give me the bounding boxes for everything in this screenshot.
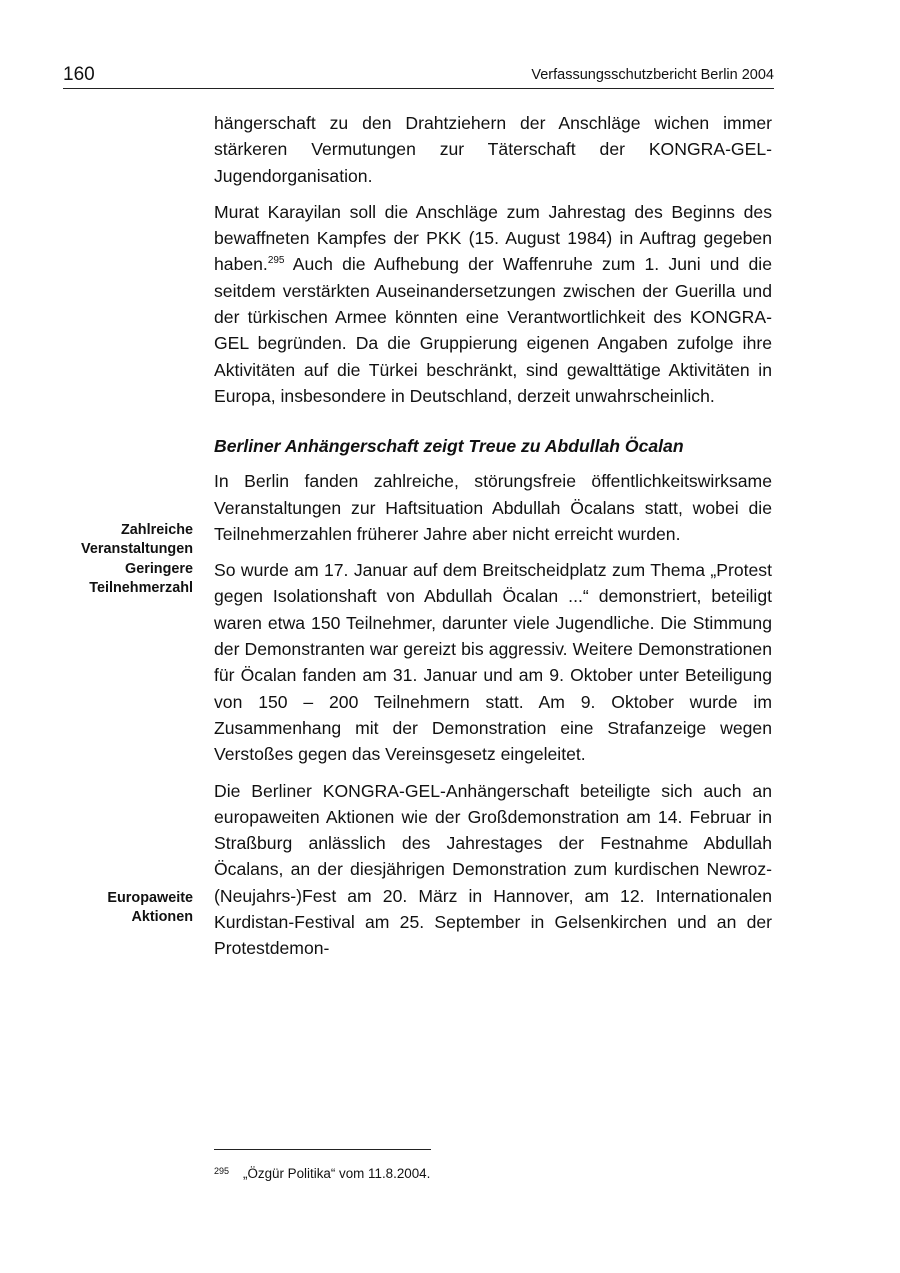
footnote-number: 295 [214,1166,230,1176]
footnote [214,1166,430,1181]
paragraph-3: In Berlin fanden zahlreiche, störungsfreie öffentlichkeitswirksame Veranstaltungen zur Haftsituation Abdullah Öcalans statt, wobei die Teilnehmerzahlen früherer Jahre aber nicht erreicht wurden. [214,471,772,544]
page-header [63,62,774,89]
section-heading: Berliner Anhängerschaft zeigt Treue zu Abdullah Öcalan [214,436,684,457]
footnote-text: „Özgür Politika“ vom 11.8.2004. [243,1166,431,1181]
paragraph-2-text-a: Murat Karayilan soll die Anschläge zum Jahrestag des Beginns des bewaffneten Kampfes der PKK (15. August 1984) in Auftrag gegeben haben. [214,201,772,275]
margin-note-line: Geringere [125,560,193,577]
margin-note-europaweite [43,889,193,928]
paragraph-1: hängerschaft zu den Drahtziehern der Anschläge wichen immer stärkeren Vermutungen zur Täterschaft der KONGRA-GEL-Jugendorganisation. [214,113,772,186]
page-number: 160 [63,64,95,85]
margin-note-veranstaltungen [43,521,193,598]
footnote-reference[interactable]: 295 [267,255,285,267]
paragraph-2-text-b: Auch die Aufhebung der Waffenruhe zum 1. Juni und die seitdem verstärkten Auseinandersetzungen zwischen der Guerilla und der türkischen Armee könnten eine Verantwortlichkeit des KONGRA-GEL begründen. Da die Gruppierung eigenen Angaben zufolge ihre Aktivitäten auf die Türkei beschränkt, sind gewalttätige Aktivitäten in Europa, insbesondere in Deutschland, derzeit unwahrscheinlich. [214,254,772,406]
margin-note-line: Zahlreiche [121,522,193,538]
running-title: Verfassungsschutzbericht Berlin 2004 [531,67,774,83]
body-text [214,110,772,962]
margin-note-line: Veranstaltungen [81,541,193,558]
paragraph-5: Die Berliner KONGRA-GEL-Anhängerschaft beteiligte sich auch an europaweiten Aktionen wie der Großdemonstration am 14. Februar in Straßburg anlässlich des Jahrestages der Festnahme Abdullah Öcalans, an der diesjährigen Demonstration zum kurdischen Newroz- (Neujahrs-)Fest am 20. März in Hannover, am 12. Internationalen Kurdistan-Festival am 25. September in Gelsenkirchen und an der Protestdemon- [214,780,772,959]
paragraph-2 [214,199,772,409]
margin-note-line: Aktionen [131,909,193,926]
paragraph-4: So wurde am 17. Januar auf dem Breitscheidplatz zum Thema „Protest gegen Isolationshaft von Abdullah Öcalan ...“ demonstriert, beteiligt waren etwa 150 Teilnehmer, darunter viele Jugendliche. Die Stimmung der Demonstranten war gereizt bis aggressiv. Weitere Demonstrationen für Öcalan fanden am 31. Januar und am 9. Oktober unter Beteiligung von 150 – 200 Teilnehmern statt. Am 9. Oktober wurde im Zusammenhang mit der Demonstration eine Strafanzeige wegen Verstoßes gegen das Vereinsgesetz eingeleitet. [214,560,772,765]
margin-note-line: Europaweite [107,890,193,906]
footnote-divider [214,1149,431,1150]
margin-note-line: Teilnehmerzahl [89,579,193,596]
